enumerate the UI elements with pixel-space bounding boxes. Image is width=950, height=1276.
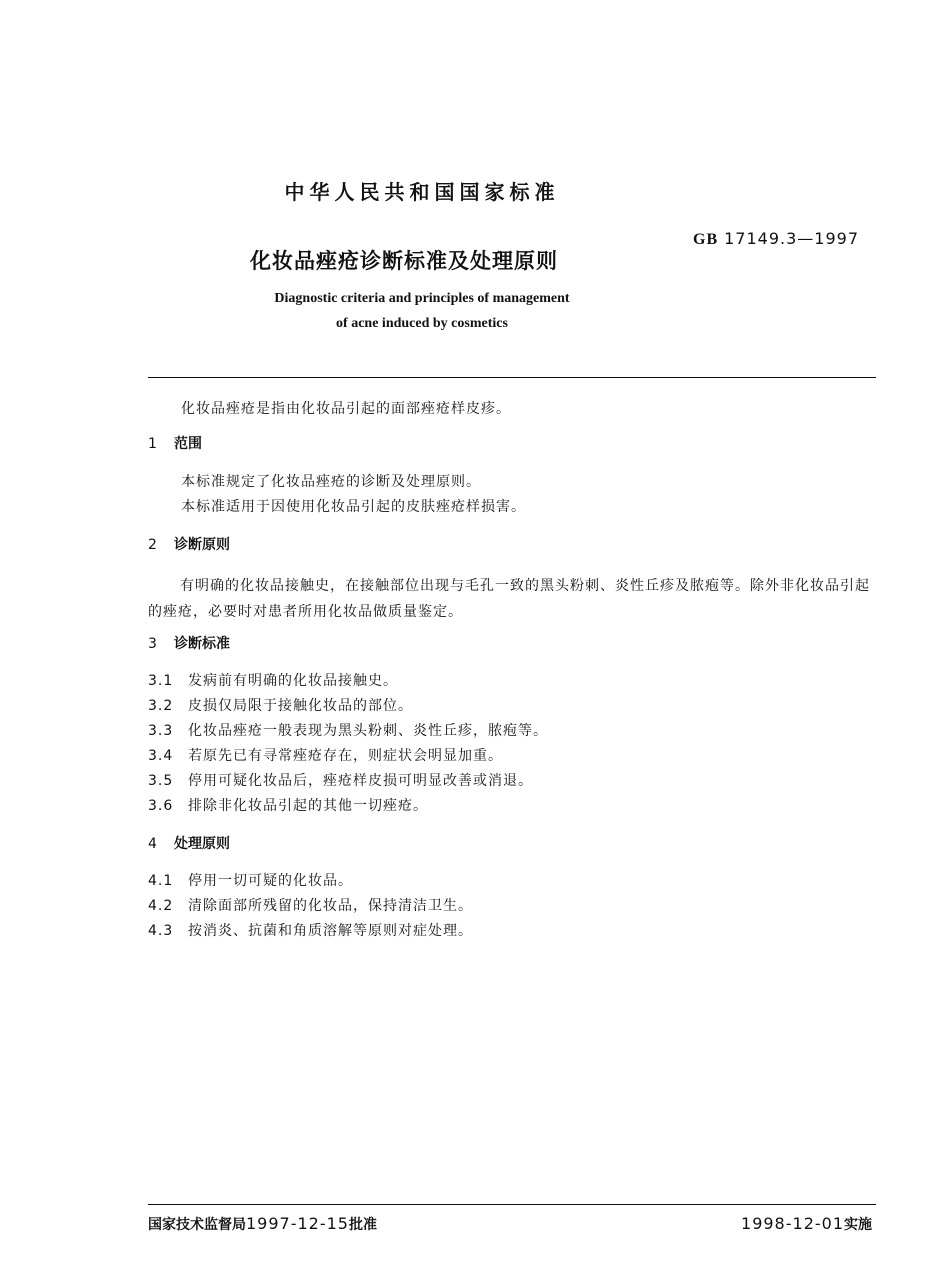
scope-line-2: 本标准适用于因使用化妆品引起的皮肤痤疮样损害。 (181, 499, 526, 515)
item-number: 3.3 (148, 723, 174, 739)
approval-line (148, 1214, 377, 1234)
scope-line-1: 本标准规定了化妆品痤疮的诊断及处理原则。 (181, 474, 481, 490)
english-title-line-1: Diagnostic criteria and principles of management (274, 291, 570, 306)
item-text: 皮损仅局限于接触化妆品的部位。 (188, 698, 413, 714)
item-number: 3.5 (148, 773, 174, 789)
national-standard-heading: 中华人民共和国国家标准 (284, 180, 560, 204)
section-4-heading (148, 833, 230, 853)
section-number: 2 (148, 537, 157, 553)
section-title: 范围 (174, 436, 202, 452)
section-number: 4 (148, 836, 157, 852)
intro-text: 化妆品痤疮是指由化妆品引起的面部痤疮样皮疹。 (181, 401, 511, 417)
approval-label: 国家技术监督局 (148, 1217, 246, 1233)
standard-code (693, 229, 859, 249)
item-text: 若原先已有寻常痤疮存在，则症状会明显加重。 (188, 748, 503, 764)
effective-suffix: 实施 (844, 1217, 872, 1233)
criteria-item (148, 770, 533, 790)
item-number: 3.6 (148, 798, 174, 814)
section-3-heading (148, 633, 230, 653)
treatment-item (148, 870, 353, 890)
item-text: 发病前有明确的化妆品接触史。 (188, 673, 398, 689)
section-number: 3 (148, 636, 157, 652)
item-text: 排除非化妆品引起的其他一切痤疮。 (188, 798, 428, 814)
document-title: 化妆品痤疮诊断标准及处理原则 (250, 248, 558, 273)
item-number: 3.2 (148, 698, 174, 714)
criteria-item (148, 695, 413, 715)
header-divider (148, 377, 876, 378)
section-title: 诊断标准 (174, 636, 230, 652)
treatment-item (148, 895, 473, 915)
criteria-item (148, 745, 503, 765)
item-text: 清除面部所残留的化妆品，保持清洁卫生。 (188, 898, 473, 914)
item-text: 化妆品痤疮一般表现为黑头粉刺、炎性丘疹，脓疱等。 (188, 723, 548, 739)
english-title-line-2: of acne induced by cosmetics (336, 316, 508, 331)
standard-code-prefix: GB (693, 231, 719, 248)
section-title: 诊断原则 (174, 537, 230, 553)
standard-code-number: 17149.3—1997 (724, 229, 860, 248)
section-title: 处理原则 (174, 836, 230, 852)
criteria-item (148, 795, 428, 815)
item-text: 按消炎、抗菌和角质溶解等原则对症处理。 (188, 923, 473, 939)
treatment-item (148, 920, 473, 940)
item-number: 3.1 (148, 673, 174, 689)
item-number: 4.3 (148, 923, 174, 939)
approval-date: 1997-12-15 (246, 1214, 349, 1233)
item-text: 停用可疑化妆品后，痤疮样皮损可明显改善或消退。 (188, 773, 533, 789)
footer-divider (148, 1204, 876, 1205)
criteria-item (148, 670, 398, 690)
item-number: 4.1 (148, 873, 174, 889)
section-1-heading (148, 433, 202, 453)
criteria-item (148, 720, 548, 740)
item-number: 4.2 (148, 898, 174, 914)
diagnosis-principle-paragraph: 有明确的化妆品接触史，在接触部位出现与毛孔一致的黑头粉刺、炎性丘疹及脓疱等。除外非化妆品引起的痤疮，必要时对患者所用化妆品做质量鉴定。 (148, 578, 870, 620)
effective-date: 1998-12-01 (741, 1214, 844, 1233)
approval-suffix: 批准 (348, 1217, 377, 1233)
item-text: 停用一切可疑的化妆品。 (188, 873, 353, 889)
effective-line (741, 1214, 872, 1234)
section-2-heading (148, 534, 230, 554)
item-number: 3.4 (148, 748, 174, 764)
section-number: 1 (148, 436, 157, 452)
